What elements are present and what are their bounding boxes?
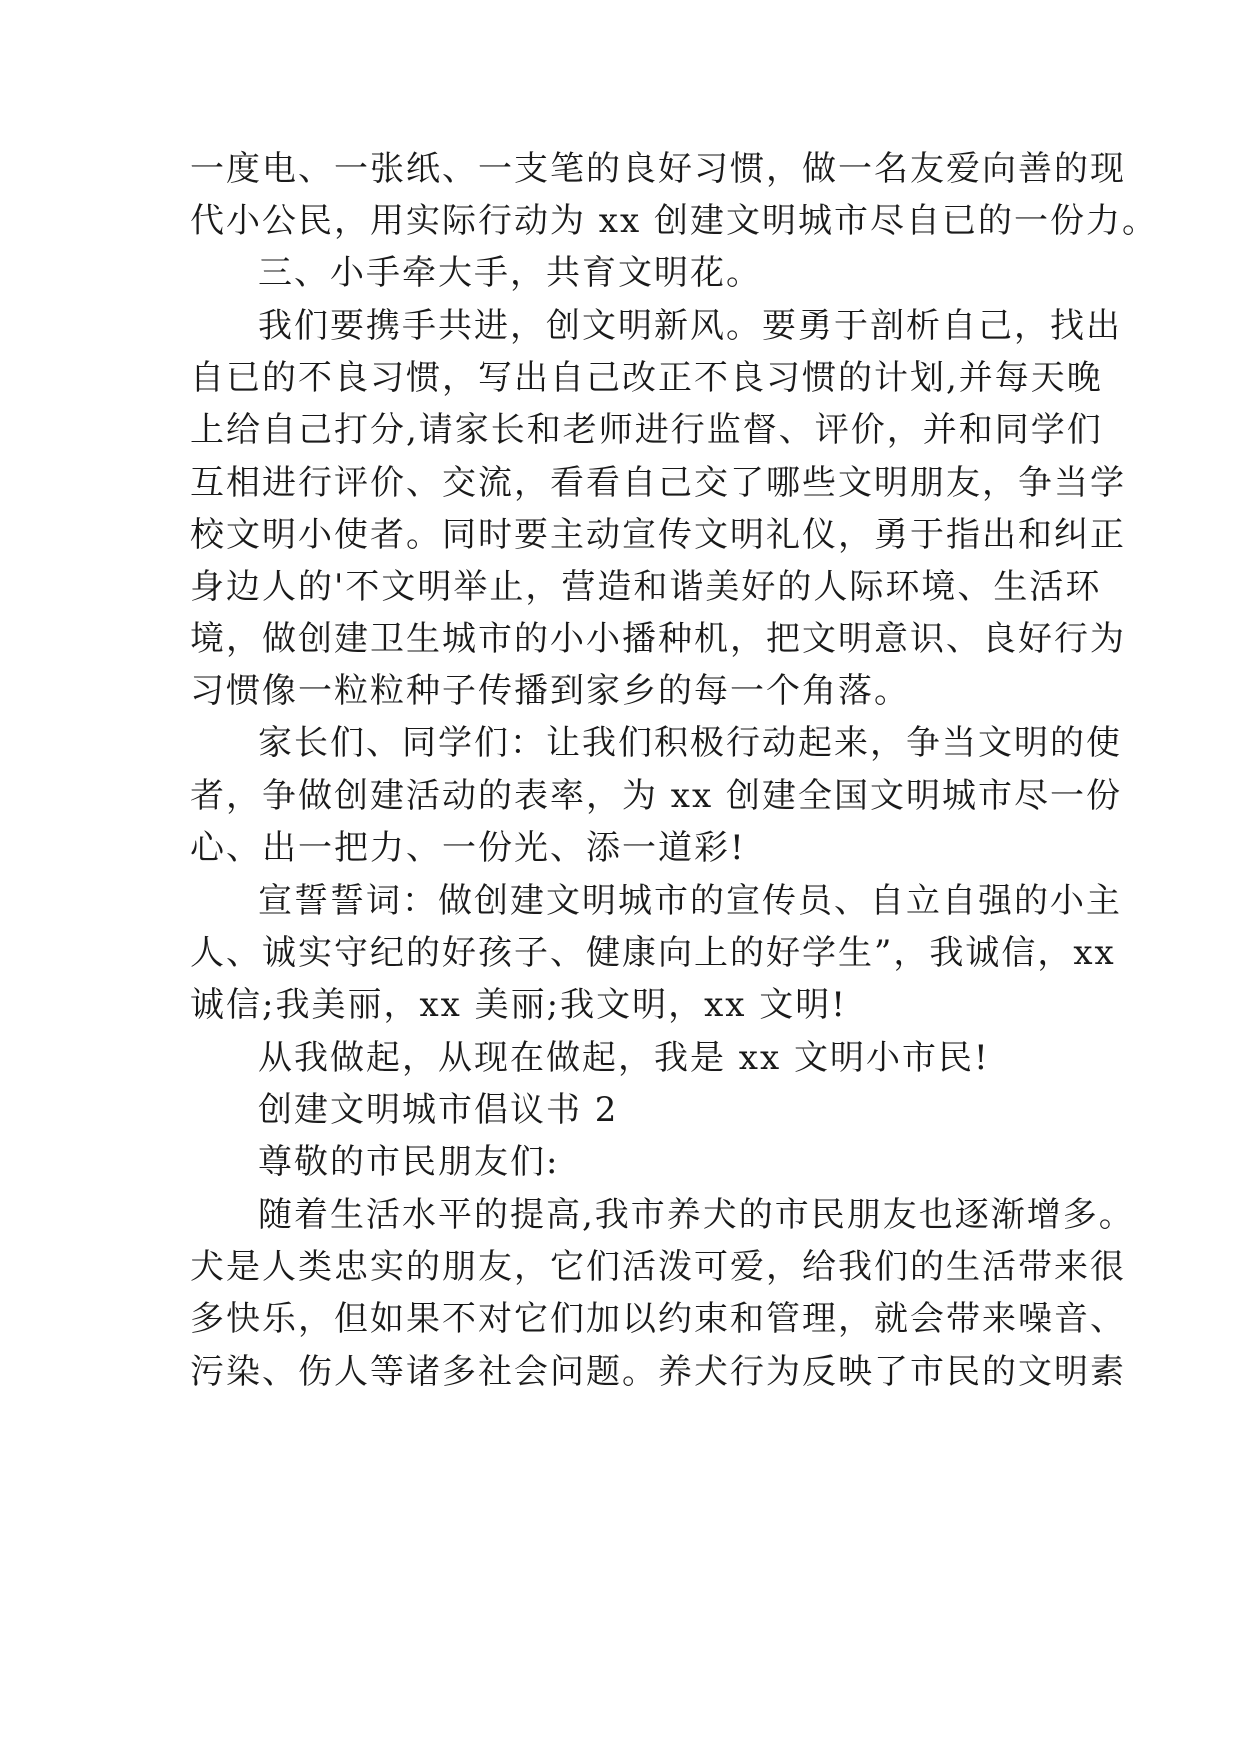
- text-line-content: 习惯像一粒粒种子传播到家乡的每一个角落。: [190, 671, 910, 711]
- text-line: [0, 507, 1241, 563]
- text-line-content: 境，做创建卫生城市的小小播种机，把文明意识、良好行为: [190, 619, 1126, 659]
- text-line-content: 尊敬的市民朋友们:: [258, 1142, 560, 1182]
- text-line: [0, 925, 1241, 981]
- text-line: [0, 1187, 1241, 1243]
- text-line-content: 诚信;我美丽，xx 美丽;我文明，xx 文明!: [190, 985, 847, 1025]
- text-line: [0, 193, 1241, 249]
- text-line-content: 污染、伤人等诸多社会问题。养犬行为反映了市民的文明素: [190, 1352, 1126, 1392]
- text-line: [0, 820, 1241, 876]
- text-line-content: 自已的不良习惯，写出自己改正不良习惯的计划,并每天晚: [190, 358, 1103, 398]
- document-title: [0, 1082, 1241, 1138]
- text-line: [0, 1030, 1241, 1086]
- text-line: [0, 663, 1241, 719]
- text-line: [0, 611, 1241, 667]
- text-line-content: 家长们、同学们：让我们积极行动起来，争当文明的使: [258, 723, 1122, 763]
- text-line-content: 我们要携手共进，创文明新风。要勇于剖析自己，找出: [258, 306, 1122, 346]
- text-line: [0, 298, 1241, 354]
- text-line-content: 身边人的'不文明举止，营造和谐美好的人际环境、生活环: [190, 567, 1102, 607]
- text-line-content: 互相进行评价、交流，看看自己交了哪些文明朋友，争当学: [190, 463, 1126, 503]
- text-line-content: 代小公民，用实际行动为 xx 创建文明城市尽自已的一份力。: [190, 201, 1158, 241]
- text-line: [0, 455, 1241, 511]
- text-line: [0, 141, 1241, 197]
- text-line-content: 人、诚实守纪的好孩子、健康向上的好学生”，我诚信，xx: [190, 933, 1116, 973]
- text-line-content: 犬是人类忠实的朋友，它们活泼可爱，给我们的生活带来很: [190, 1247, 1126, 1287]
- text-line-content: 一度电、一张纸、一支笔的良好习惯，做一名友爱向善的现: [190, 149, 1126, 189]
- text-line-content: 校文明小使者。同时要主动宣传文明礼仪，勇于指出和纠正: [190, 515, 1126, 555]
- text-line: [0, 559, 1241, 615]
- text-line-content: 多快乐，但如果不对它们加以约束和管理，就会带来噪音、: [190, 1299, 1126, 1339]
- text-line-content: 随着生活水平的提高,我市养犬的市民朋友也逐渐增多。: [258, 1195, 1135, 1235]
- text-line-content: 从我做起，从现在做起，我是 xx 文明小市民!: [258, 1038, 990, 1078]
- text-line: [0, 350, 1241, 406]
- text-line: [0, 1239, 1241, 1295]
- text-line-content: 心、出一把力、一份光、添一道彩!: [190, 828, 746, 868]
- text-line-content: 宣誓誓词：做创建文明城市的宣传员、自立自强的小主: [258, 881, 1122, 921]
- text-line-content: 者，争做创建活动的表率，为 xx 创建全国文明城市尽一份: [190, 776, 1122, 816]
- salutation: [0, 1134, 1241, 1190]
- text-line: [0, 768, 1241, 824]
- text-line: [0, 1344, 1241, 1400]
- text-line: [0, 402, 1241, 458]
- text-line: [0, 977, 1241, 1033]
- text-line-content: 上给自己打分,请家长和老师进行监督、评价，并和同学们: [190, 410, 1103, 450]
- section-heading: [0, 245, 1241, 301]
- text-line: [0, 715, 1241, 771]
- text-line: [0, 873, 1241, 929]
- text-line-content: 三、小手牵大手，共育文明花。: [258, 253, 762, 293]
- text-line-content: 创建文明城市倡议书 2: [258, 1090, 619, 1130]
- text-line: [0, 1291, 1241, 1347]
